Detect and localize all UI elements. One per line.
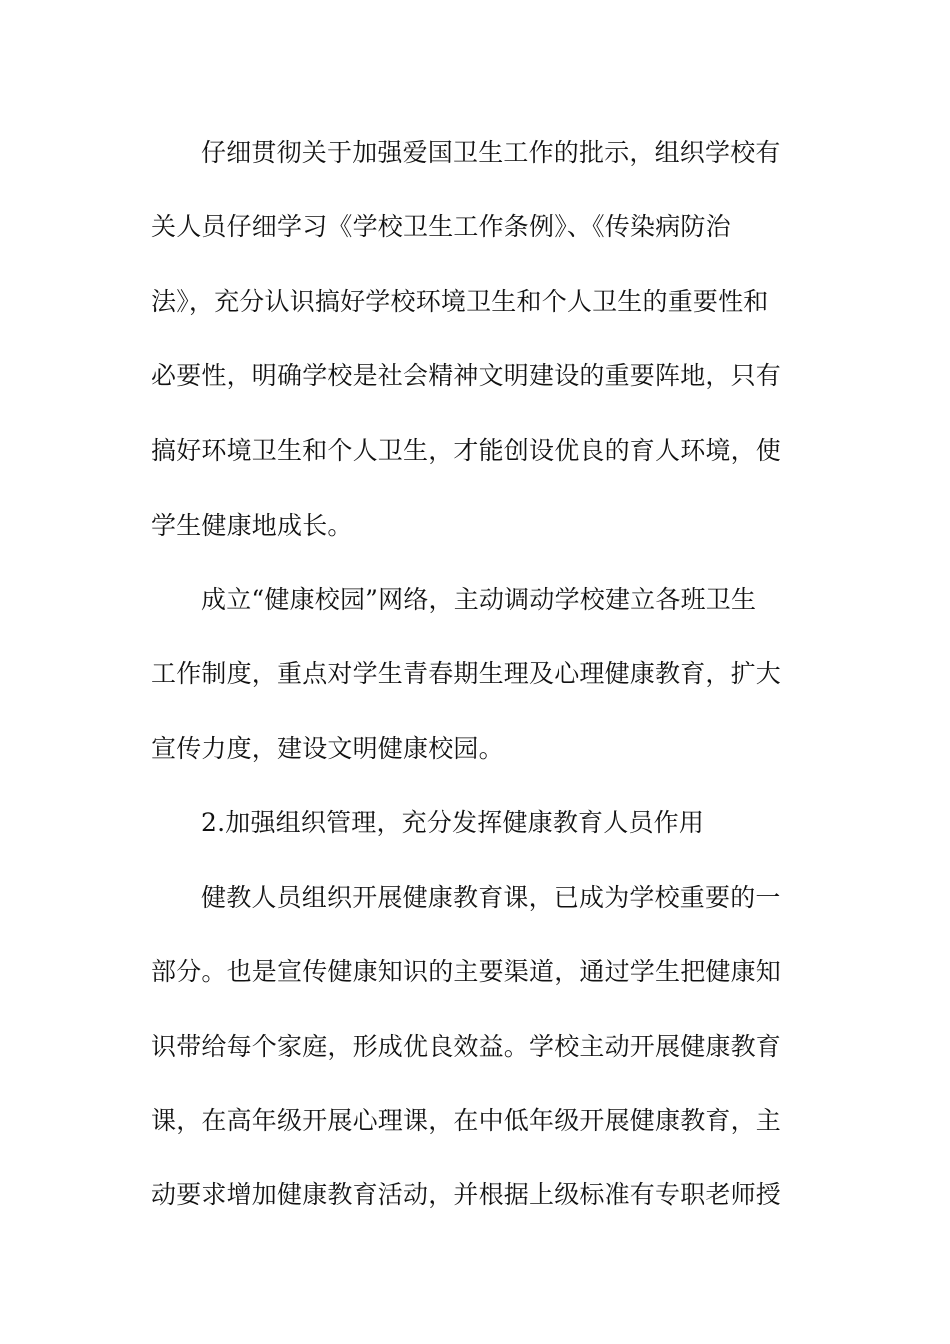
paragraph-1-line-1: 仔细贯彻关于加强爱国卫生工作的批示，组织学校有 bbox=[201, 138, 781, 167]
paragraph-3-line-3: 识带给每个家庭，形成优良效益。学校主动开展健康教育 bbox=[151, 1032, 782, 1061]
paragraph-1-line-2: 关人员仔细学习《学校卫生工作条例》、《传染病防治 bbox=[151, 212, 731, 241]
paragraph-3-line-4: 课，在高年级开展心理课，在中低年级开展健康教育，主 bbox=[151, 1106, 782, 1135]
paragraph-1-line-6: 学生健康地成长。 bbox=[151, 511, 353, 540]
paragraph-3-line-1: 健教人员组织开展健康教育课，已成为学校重要的一 bbox=[201, 883, 781, 912]
paragraph-2-line-2: 工作制度，重点对学生青春期生理及心理健康教育，扩大 bbox=[151, 659, 782, 688]
paragraph-2-line-3: 宣传力度，建设文明健康校园。 bbox=[151, 734, 504, 763]
paragraph-1-line-3: 法》，充分认识搞好学校环境卫生和个人卫生的重要性和 bbox=[151, 287, 769, 316]
section-heading: 2.加强组织管理，充分发挥健康教育人员作用 bbox=[201, 808, 705, 837]
paragraph-2-line-1: 成立“健康校园”网络，主动调动学校建立各班卫生 bbox=[201, 585, 757, 614]
paragraph-1-line-4: 必要性，明确学校是社会精神文明建设的重要阵地，只有 bbox=[151, 361, 782, 390]
paragraph-1-line-5: 搞好环境卫生和个人卫生，才能创设优良的育人环境，使 bbox=[151, 436, 782, 465]
paragraph-3-line-2: 部分。也是宣传健康知识的主要渠道，通过学生把健康知 bbox=[151, 957, 782, 986]
paragraph-3-line-5: 动要求增加健康教育活动，并根据上级标准有专职老师授 bbox=[151, 1180, 782, 1209]
